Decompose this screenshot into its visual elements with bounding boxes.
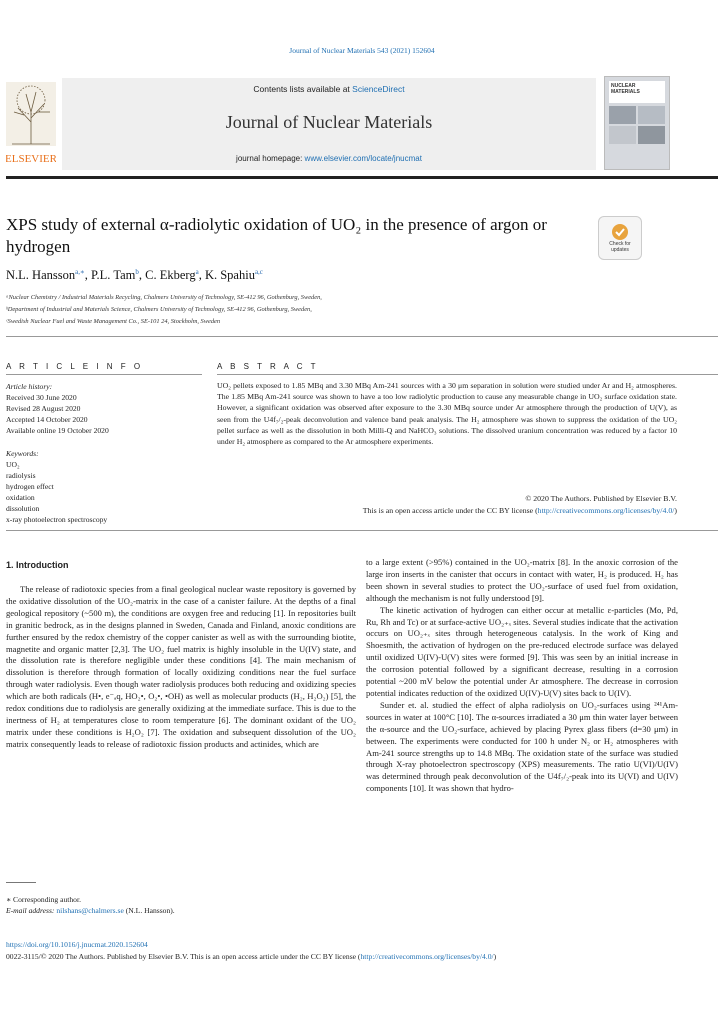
author-email-link[interactable]: nilshans@chalmers.se: [56, 906, 124, 915]
contents-available: Contents lists available at ScienceDirect: [253, 84, 405, 94]
keyword: UO₂: [6, 460, 20, 469]
cover-image: [638, 106, 665, 124]
elsevier-tree-icon: [6, 82, 56, 166]
journal-title: Journal of Nuclear Materials: [225, 112, 433, 132]
svg-text:ELSEVIER: ELSEVIER: [6, 153, 56, 165]
sciencedirect-link[interactable]: ScienceDirect: [352, 84, 405, 94]
history-online: Available online 19 October 2020: [6, 426, 109, 435]
keyword: dissolution: [6, 504, 40, 513]
history-accepted: Accepted 14 October 2020: [6, 415, 88, 424]
author-name[interactable]: C. Ekberg: [145, 268, 196, 283]
homepage-link[interactable]: www.elsevier.com/locate/jnucmat: [304, 154, 422, 163]
paragraph: The kinetic activation of hydrogen can either occur at metallic ε-particles (Mo, Pd, Ru, Rh and Tc) or at surface-active UO₂₊ₓ sites. Several studies indicate that the activation occurs on UO₂₊ₓ sites through heterogeneous catalysis. In the work of King and Shoesmith, the activation of hydrogen on the pre-reduced electrode surface was delayed until oxidized U(IV)-U(V) sites were formed [9]. This was seen by an initial increase in the corrosion potential followed by a significant decrease, resulting in a corrosion potential ~200 mV below the potential under Ar atmosphere. The decrease in corrosion potential indicates reduction of the oxidized U(IV)-U(V) sites back to U(IV).: [366, 604, 678, 698]
divider: [217, 374, 718, 375]
keyword: x-ray photoelectron spectroscopy: [6, 515, 108, 524]
journal-cover-thumbnail[interactable]: [604, 76, 670, 170]
cover-image: [609, 126, 636, 144]
body-column-left: [6, 584, 356, 751]
copyright: © 2020 The Authors. Published by Elsevier B.V.: [525, 494, 677, 503]
cover-title: NUCLEAR MATERIALS: [609, 81, 665, 103]
abstract-heading: A B S T R A C T: [217, 362, 319, 371]
history-revised: Revised 28 August 2020: [6, 404, 81, 413]
paragraph: The release of radiotoxic species from a final geological nuclear waste repository is governed by the oxidative dissolution of the UO₂-matrix in the case of a canister failure. At the depths of a final geological repository (~500 m), the conditions are oxygen free and reducing [1]. In repositories built in granitic bedrock, as in the designs planned in Sweden, Canada and Finland, anoxic conditions are further ensured by the redox chemistry of the copper canister as well as with the surrounding biotite, magnetite and organic matter [2,3]. The UO₂ fuel matrix is highly insoluble in the U(IV) state, and the dissolution rate is therefore negligible under these conditions [4]. The main mechanism of dissolution is therefore through formation of locally oxidizing conditions near the fuel surface through water radiolysis. Even though water radiolysis produces both reducing and oxidizing species which are both radicals (H•, e⁻ₐq, HO₂•, O₂•, •OH) as well as molecular products (H₂, H₂O₂) [5], the redox conditions due to radiolysis are generally oxidizing at the immediate surface. This is due to the inertness of H₂ at temperatures close to room temperature [6]. The dominant oxidant of the UO₂ matrix under these conditions is H₂O₂ [7]. The oxidation and subsequent dissolution of the UO₂ matrix consequently leads to release of radiotoxic fission products and actinides, which are: [6, 584, 356, 749]
journal-homepage: journal homepage: www.elsevier.com/locate/jnucmat: [236, 154, 422, 163]
cover-image: [609, 106, 636, 124]
article-info-heading: A R T I C L E I N F O: [6, 362, 144, 371]
cover-image: [638, 126, 665, 144]
divider: [6, 530, 718, 531]
keyword: radiolysis: [6, 471, 36, 480]
history-label: Article history:: [6, 382, 53, 391]
author-name[interactable]: P.L. Tam: [90, 268, 136, 283]
author-affiliation-mark[interactable]: a: [195, 268, 199, 276]
affiliation: ᶜSwedish Nuclear Fuel and Waste Management Co., SE-101 24, Stockholm, Sweden: [6, 318, 221, 325]
section-heading: 1. Introduction: [6, 560, 69, 570]
author-affiliation-mark[interactable]: b: [135, 268, 139, 276]
author-name[interactable]: N.L. Hansson: [6, 268, 76, 283]
header-rule: [6, 176, 718, 179]
doi-link[interactable]: https://doi.org/10.1016/j.jnucmat.2020.152604: [6, 940, 148, 949]
author-list: N.L. Hansson$^{a,∗}$, P.L. Tam$^b$, C. Ekberg$^a$, K. Spahiu$^{a,c}$: [6, 268, 263, 283]
elsevier-logo[interactable]: [6, 82, 56, 166]
article-title: XPS study of external α-radiolytic oxidation of UO₂ in the presence of argon or hydrogen: [6, 215, 547, 256]
corresponding-author: ∗ Corresponding author.: [6, 895, 81, 904]
paragraph: Sunder et. al. studied the effect of alpha radiolysis on UO₂-surfaces using ²⁴¹Am-sources in water at 100°C [10]. The α-sources irradiated a 30 μm thin water layer between the α-source and the UO₂-surface, achieved by placing Pyrex glass fibers (d=30 μm) in between. The experiments were conducted for 100 h under N₂ or H₂ atmospheres with Am-241 source strengths up to 14.8 MBq. The oxidation state of the surface was studied through X-ray photoelectron spectroscopy (XPS) measurements. The ratio U(VI)/U(IV) was determined through peak deconvolution of the U4f₇/₂-peak into its U(VI) and U(IV) components [10]. It was shown that hydro-: [366, 699, 678, 794]
keyword: hydrogen effect: [6, 482, 54, 491]
check-updates-label: Check for: [609, 241, 631, 247]
affiliation: ᵇDepartment of Industrial and Materials Science, Chalmers University of Technology, SE-412 96, Gothenburg, Sweden,: [6, 306, 312, 313]
footnote-rule: [6, 882, 36, 883]
author-affiliation-mark[interactable]: a,∗: [75, 268, 85, 276]
footer-license-link[interactable]: http://creativecommons.org/licenses/by/4.0/: [360, 952, 494, 961]
body-column-right: [366, 557, 678, 795]
keyword: oxidation: [6, 493, 35, 502]
footnote: ∗ Corresponding author. E-mail address: nilshans@chalmers.se (N.L. Hansson).: [6, 894, 356, 916]
affiliation: ᵃNuclear Chemistry / Industrial Materials Recycling, Chalmers University of Technology, SE-412 96, Gothenburg, Sweden,: [6, 294, 322, 301]
issn-license-line: 0022-3115/© 2020 The Authors. Published by Elsevier B.V. This is an open access article under the CC BY license (http://creativecommons.org/licenses/by/4.0/): [6, 952, 497, 961]
paragraph: to a large extent (>95%) contained in the UO₂-matrix [8]. In the anoxic corrosion of the large iron inserts in the canister that occurs in contact with water, H₂ is produced. H₂ has been shown in several studies to protect the UO₂-surface of used fuel from oxidation, although the mechanism is not fully understood [9].: [366, 557, 678, 603]
divider: [6, 374, 202, 375]
author-affiliation-mark[interactable]: a,c: [254, 268, 263, 276]
check-for-updates-button[interactable]: [598, 216, 642, 260]
abstract-text: UO₂ pellets exposed to 1.85 MBq and 3.30 MBq Am-241 sources with a 30 μm separation in solution were studied under Ar and H₂ atmospheres. The 1.85 MBq Am-241 source was shown to have a too low radiolytic production to cause any measurable change in UO₂ surface oxidation state. However, a significant oxidation was observed after exposure to the 3.30 MBq source under Ar atmosphere through the production of U(V), as seen from the U4f₇/₂-peak deconvolution and valence band peak analysis. The H₂ atmosphere was shown to suppress the oxidation of the UO₂ pellet surface as well as the dissolution in both Milli-Q and NaHCO₃ solutions. The dissolved uranium concentration was reduced by a factor 10 under H₂ atmosphere as compared to the Ar atmosphere experiments.: [217, 381, 677, 447]
history-received: Received 30 June 2020: [6, 393, 77, 402]
open-access-statement: This is an open access article under the CC BY license (http://creativecommons.org/licenses/by/4.0/): [362, 506, 677, 515]
license-link[interactable]: http://creativecommons.org/licenses/by/4.0/: [537, 506, 675, 515]
journal-citation[interactable]: Journal of Nuclear Materials 543 (2021) 152604: [289, 46, 435, 55]
check-updates-label: updates: [611, 247, 629, 253]
check-updates-icon: [611, 223, 629, 241]
author-name[interactable]: K. Spahiu: [204, 268, 255, 283]
divider: [6, 336, 718, 337]
keywords-label: Keywords:: [6, 449, 39, 458]
